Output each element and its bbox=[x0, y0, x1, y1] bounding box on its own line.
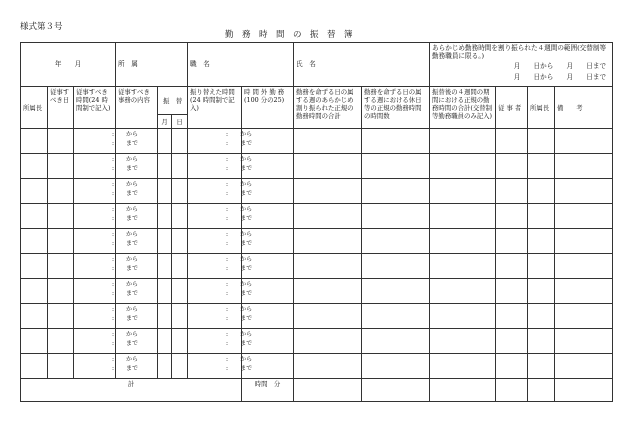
overtime-total: 時間 分 bbox=[242, 379, 294, 402]
name-label: 氏 名 bbox=[296, 60, 316, 69]
duty-time-cell: : から : まで bbox=[74, 129, 116, 154]
table-row bbox=[21, 204, 613, 229]
period-note: あらかじめ勤務時間を割り振られた４週間の範囲(交替制等勤務職員に限る。) bbox=[432, 44, 607, 61]
col-duty-day: 従事すべき日 bbox=[48, 87, 74, 129]
duty-time-cell: : から : まで bbox=[74, 279, 116, 304]
col-duty-time: 従事すべき時間(24 時間制で記入) bbox=[74, 87, 116, 129]
year-month-cell bbox=[21, 43, 116, 87]
name-cell bbox=[294, 43, 430, 87]
table-row bbox=[21, 279, 613, 304]
table-row bbox=[21, 354, 613, 379]
col-duty-content: 従事すべき事務の内容 bbox=[116, 87, 158, 129]
col-supervisor: 所属長 bbox=[21, 87, 48, 129]
table-row bbox=[21, 254, 613, 279]
table-row bbox=[21, 329, 613, 354]
duty-time-cell: : から : まで bbox=[74, 304, 116, 329]
table-row bbox=[21, 304, 613, 329]
table-row bbox=[21, 229, 613, 254]
period-line-2: 月 日から 月 日まで bbox=[513, 72, 607, 81]
transferred-time-cell: : から : まで bbox=[188, 179, 242, 204]
transferred-time-cell: : から : まで bbox=[188, 354, 242, 379]
form-number: 様式第３号 bbox=[20, 22, 63, 32]
transferred-time-cell: : から : まで bbox=[188, 229, 242, 254]
transferred-time-cell: : から : まで bbox=[188, 279, 242, 304]
col-four-week-total: 振替後の４週間の期間における正規の勤務時間の合計(交替制等勤務職員のみ記入) bbox=[430, 87, 496, 129]
col-transferred-time: 振り替えた時間(24 時間制で記入) bbox=[188, 87, 242, 129]
col-overtime: 時 間 外 勤 務(100 分の25) bbox=[242, 87, 294, 129]
affiliation-label: 所 属 bbox=[118, 60, 138, 69]
duty-time-cell: : から : まで bbox=[74, 154, 116, 179]
duty-time-cell: : から : まで bbox=[74, 204, 116, 229]
transferred-time-cell: : から : まで bbox=[188, 254, 242, 279]
col-month: 月 bbox=[158, 115, 172, 129]
transferred-time-cell: : から : まで bbox=[188, 304, 242, 329]
transferred-time-cell: : から : まで bbox=[188, 129, 242, 154]
post-cell bbox=[188, 43, 294, 87]
form-title: 勤 務 時 間 の 振 替 簿 bbox=[225, 30, 353, 40]
duty-time-cell: : から : まで bbox=[74, 229, 116, 254]
duty-time-cell: : から : まで bbox=[74, 254, 116, 279]
col-day: 日 bbox=[172, 115, 188, 129]
table-row bbox=[21, 129, 613, 154]
table-row bbox=[21, 154, 613, 179]
col-remarks: 備 考 bbox=[555, 87, 613, 129]
transferred-time-cell: : から : まで bbox=[188, 154, 242, 179]
duty-time-cell: : から : まで bbox=[74, 179, 116, 204]
transfer-register-table bbox=[20, 42, 613, 402]
transferred-time-cell: : から : まで bbox=[188, 329, 242, 354]
col-week-total: 勤務を命ずる日の属する週のあらかじめ割り振られた正規の勤務時間の合計 bbox=[294, 87, 362, 129]
affiliation-cell bbox=[116, 43, 188, 87]
col-worker: 従 事 者 bbox=[496, 87, 528, 129]
period-line-1: 月 日から 月 日まで bbox=[513, 62, 607, 71]
period-cell bbox=[430, 43, 613, 87]
year-month-label: 年 月 bbox=[54, 60, 82, 69]
col-holiday-hours: 勤務を命ずる日の属する週における休日等の正規の勤務時間の時間数 bbox=[362, 87, 430, 129]
transferred-time-cell: : から : まで bbox=[188, 204, 242, 229]
total-row bbox=[21, 379, 613, 402]
total-label: 計 bbox=[21, 379, 242, 402]
col-supervisor-2: 所属長 bbox=[528, 87, 555, 129]
col-transfer: 振 替 bbox=[158, 87, 188, 115]
post-label: 職 名 bbox=[190, 60, 210, 69]
duty-time-cell: : から : まで bbox=[74, 354, 116, 379]
duty-time-cell: : から : まで bbox=[74, 329, 116, 354]
table-row bbox=[21, 179, 613, 204]
